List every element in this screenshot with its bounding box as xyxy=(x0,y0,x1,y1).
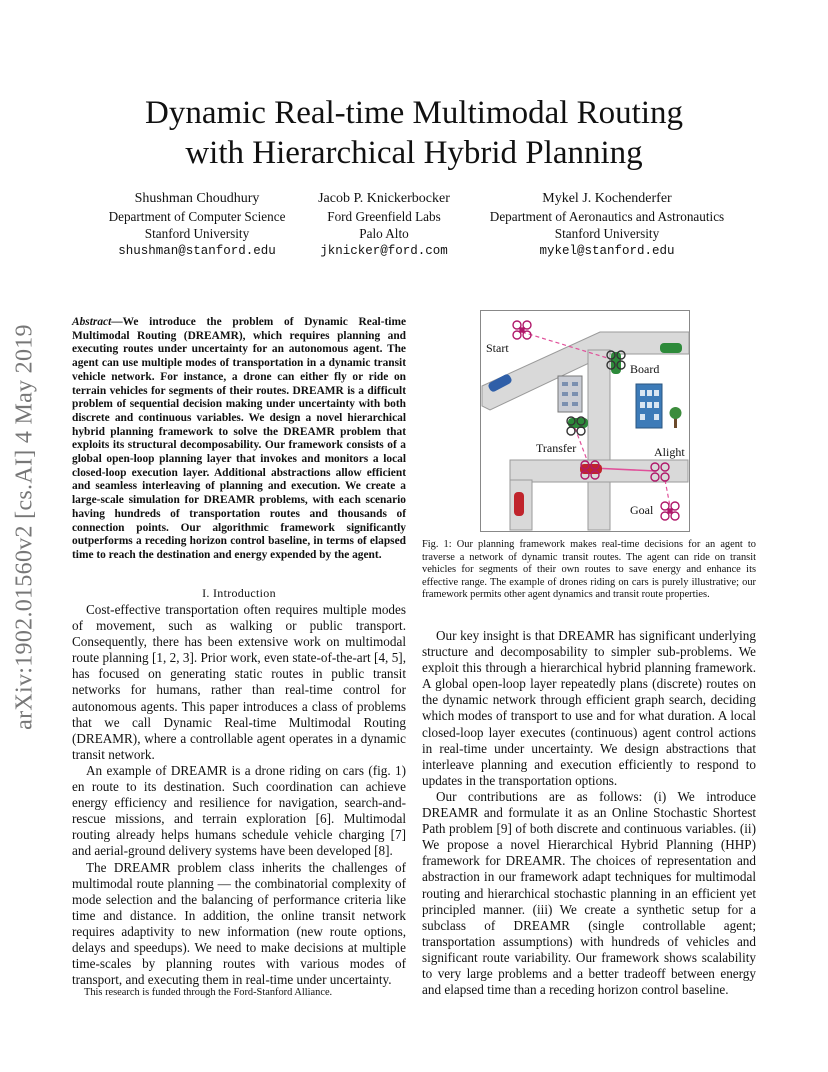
author-name: Shushman Choudhury xyxy=(134,191,260,206)
abstract xyxy=(72,316,406,563)
figure-1 xyxy=(480,310,690,532)
paper-title xyxy=(0,93,828,173)
paragraph: The DREAMR problem class inherits the challenges of multimodal route planning — the combinatorial complexity of mode selection and the balancing of performance criteria like time and distance. In addition, the online transit network requires adaptivity to new information (new route options, delays and speedups). We need to make decisions at multiple time-scales by planning routes with various modes of transport, and executing them in real-time under uncertainty. xyxy=(72,859,406,988)
figure-caption: Fig. 1: Our planning framework makes real-time decisions for an agent to traverse a network of dynamic transit routes. The agent can ride on transit vehicles for segments of their own routes to save energy and enhance its effective range. The example of drones riding on cars is purely illustrative; our framework permits other agent dynamics and transit route properties. xyxy=(422,539,756,600)
label-start: Start xyxy=(486,341,509,355)
paragraph: Our key insight is that DREAMR has significant underlying structure and decomposability to simpler sub-problems. We exploit this through a hierarchical hybrid planning framework. A global open-loop layer repeatedly plans (discrete) routes on the dynamic network through efficient graph search, deciding which modes of transport to use and for what duration. A local closed-loop layer executes (continuous) agent control actions in real-time under uncertainty. We design abstractions that interleave planning and execution efficiently to respond to updates in the transportation options. xyxy=(422,628,756,788)
right-column-body xyxy=(422,628,756,998)
author-name: Mykel J. Kochenderfer xyxy=(542,191,672,206)
author-block-2 xyxy=(300,190,468,260)
title-line-1: Dynamic Real-time Multimodal Routing xyxy=(144,95,683,131)
author-name: Jacob P. Knickerbocker xyxy=(318,191,450,206)
abstract-label: Abstract xyxy=(72,316,112,328)
author-block-1 xyxy=(92,190,302,260)
car-under-drone-icon xyxy=(611,352,621,374)
author-email: mykel@stanford.edu xyxy=(539,243,675,258)
route-illustration xyxy=(480,310,690,532)
arxiv-sidebar xyxy=(5,292,45,762)
label-goal: Goal xyxy=(630,503,654,517)
arxiv-identifier: arXiv:1902.01560v2 [cs.AI] 4 May 2019 xyxy=(11,324,38,730)
office-building xyxy=(558,376,582,412)
abstract-text: —We introduce the problem of Dynamic Real-time Multimodal Routing (DREAMR), which requires planning and executing routes under uncertainty for an autonomous agent. The agent can use multiple modes of transportation in a dynamic transit vehicle network. For instance, a drone can either fly or ride on terrain vehicles for segments of their routes. DREAMR is a difficult problem of sequential decision making under uncertainty with both discrete and continuous variables. We design a novel hierarchical hybrid planning framework to solve the DREAMR problem that exploits its structural decomposability. Our framework consists of a global open-loop planning layer that invokes and monitors a local closed-loop execution layer. Additional abstractions allow efficient and seamless interleaving of planning and execution. We create a large-scale simulation for DREAMR problems, with each scenario having hundreds of transportation routes and thousands of connection points. Our algorithmic framework significantly outperforms a receding horizon control baseline, in terms of elapsed time to reach the destination and energy expended by the agent. xyxy=(72,316,406,561)
author-affiliation: Department of Aeronautics and Astronautics xyxy=(489,208,725,224)
footnote: This research is funded through the Ford-Stanford Alliance. xyxy=(84,987,333,998)
author-affiliation: Palo Alto xyxy=(359,226,409,241)
author-email: jknicker@ford.com xyxy=(320,243,448,258)
paragraph: An example of DREAMR is a drone riding on cars (fig. 1) en route to its destination. Such coordination can achieve energy efficiency and resilience for navigation, search-and-rescue missions, and terrain exploration [6]. Multimodal routing already helps humans schedule vehicle charging [7] and aerial-ground delivery systems have been developed [8]. xyxy=(72,762,406,859)
paragraph: Our contributions are as follows: (i) We introduce DREAMR and formulate it as an Online Stochastic Shortest Path problem [9] of both discrete and continuous variables. (ii) We propose a novel Hierarchical Hybrid Planning (HHP) framework for DREAMR. The choices of representation and abstraction in our framework adapt techniques for multimodal routing and hierarchical stochastic planning in an efficient yet principled manner. (iii) We create a synthetic setup for a subclass of DREAMR (single controllable agent; transportation assumptions) with hundreds of vehicles and significant route variability. Our framework shows scalability to very large problems and a better tradeoff between energy and elapsed time than a receding horizon control baseline. xyxy=(422,788,756,998)
label-transfer: Transfer xyxy=(536,441,577,455)
author-affiliation: Department of Computer Science xyxy=(108,208,286,224)
title-line-2: with Hierarchical Hybrid Planning xyxy=(185,135,643,171)
author-affiliation: Ford Greenfield Labs xyxy=(327,208,441,224)
label-board: Board xyxy=(630,362,660,376)
label-alight: Alight xyxy=(654,445,685,459)
tower-building xyxy=(636,384,662,428)
paragraph: Cost-effective transportation often requires multiple modes of movement, such as walking or public transport. Consequently, there has been extensive work on multimodal route planning [1, 2, 3]. Prior work, even state-of-the-art [4, 5], has focused on generating static routes in public transit networks for humans, rather than real-time control for autonomous agents. This paper introduces a class of problems that we call Dynamic Real-time Multimodal Routing (DREAMR), where a controllable agent operates in a dynamic transit network. xyxy=(72,602,406,762)
author-affiliation: Stanford University xyxy=(554,226,660,241)
car-green-icon xyxy=(660,343,682,353)
vertical-road xyxy=(588,350,610,530)
left-column-body xyxy=(72,602,406,988)
section-heading: I. Introduction xyxy=(202,586,276,600)
author-block-3 xyxy=(476,190,738,260)
car-red-icon xyxy=(514,492,524,516)
author-email: shushman@stanford.edu xyxy=(118,243,276,258)
author-affiliation: Stanford University xyxy=(144,226,250,241)
